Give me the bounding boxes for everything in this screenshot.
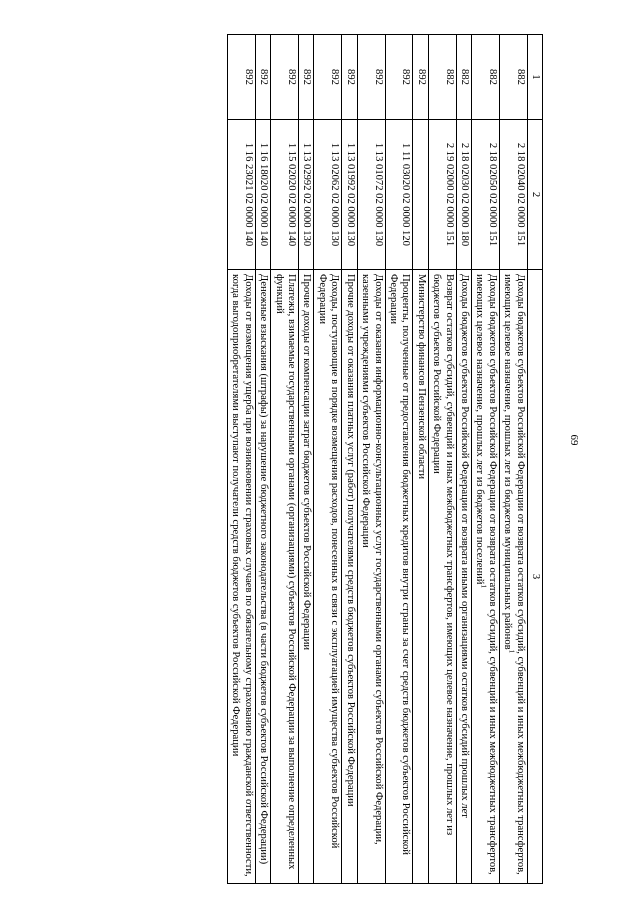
revenue-name-text: Доходы бюджетов субъектов Российской Федерации от возврата остатков субсидий, субвенций и иных межбюджетных трансфертов, имеющих целевое назначение, прошлых лет из бюджетов муниципальных районов	[502, 274, 526, 875]
table-row	[255, 35, 270, 884]
admin-code-cell: 892	[357, 35, 385, 120]
revenue-name-text: Доходы бюджетов субъектов Российской Федерации от возврата остатков субсидий, субвенций и иных межбюджетных трансфертов, имеющих целевое назначение, прошлых лет из бюджетов поселений	[474, 274, 498, 875]
revenue-name-cell	[499, 270, 527, 884]
revenue-code-cell: 2 18 02030 02 0000 180	[456, 120, 471, 270]
revenue-name-text: Платежи, взимаемые государственными органами (организациями) субъектов Российской Федерации за выполнение определенных функций	[273, 274, 298, 870]
revenue-code-cell: 1 15 02020 02 0000 140	[271, 120, 299, 270]
revenue-code-cell: 1 13 01992 02 0000 130	[342, 120, 357, 270]
revenue-name-text: Доходы от возмещения ущерба при возникновении страховых случаев по обязательному страхованию гражданской ответственности, когда выгодоприобретателями выступают получатели средств бюджетов субъектов Российской Федерации	[230, 274, 254, 877]
revenue-name-text: Министерство финансов Пензенской области	[415, 274, 427, 480]
admin-code-cell: 882	[456, 35, 471, 120]
revenue-code-cell: 1 16 18020 02 0000 140	[255, 120, 270, 270]
rotated-table-container	[227, 34, 543, 884]
revenue-code-cell: 2 18 02040 02 0000 151	[499, 120, 527, 270]
revenue-name-text: Проценты, полученные от предоставления бюджетных кредитов внутри страны за счет средств бюджетов субъектов Российской Федерации	[387, 274, 412, 855]
table-row	[228, 35, 256, 884]
table-row	[456, 35, 471, 884]
revenue-name-text: Прочие доходы от оказания платных услуг (работ) получателями средств бюджетов субъектов Российской Федерации	[344, 274, 356, 807]
admin-code-cell: 892	[255, 35, 270, 120]
revenue-name-cell	[255, 270, 270, 884]
table-row	[471, 35, 499, 884]
table-row	[342, 35, 357, 884]
table-row	[428, 35, 456, 884]
table-body	[228, 35, 528, 884]
table-row	[299, 35, 314, 884]
revenue-name-cell	[456, 270, 471, 884]
table-row	[357, 35, 385, 884]
revenue-name-text: Возврат остатков субсидий, субвенций и иных межбюджетных трансфертов, имеющих целевое назначение, прошлых лет из бюджетов субъектов Российской Федерации	[431, 274, 455, 836]
page-number: 69	[568, 434, 580, 446]
revenue-name-cell	[413, 270, 428, 884]
revenue-name-text: Доходы бюджетов субъектов Российской Федерации от возврата иными организациями остатков субсидий прошлых лет	[458, 274, 470, 818]
revenue-name-cell	[299, 270, 314, 884]
revenue-name-cell	[428, 270, 456, 884]
revenue-code-cell: 1 13 01072 02 0000 130	[357, 120, 385, 270]
admin-code-cell: 892	[228, 35, 256, 120]
header-cell-3: 3	[527, 270, 542, 884]
table-row	[314, 35, 342, 884]
admin-code-cell: 892	[314, 35, 342, 120]
revenue-codes-table	[227, 34, 543, 884]
revenue-name-cell	[471, 270, 499, 884]
revenue-name-text: Прочие доходы от компенсации затрат бюджетов субъектов Российской Федерации	[301, 274, 313, 651]
revenue-name-cell	[271, 270, 299, 884]
admin-code-cell: 892	[385, 35, 413, 120]
admin-code-cell: 882	[499, 35, 527, 120]
revenue-name-cell	[385, 270, 413, 884]
admin-code-cell: 892	[342, 35, 357, 120]
revenue-name-cell	[357, 270, 385, 884]
admin-code-cell: 892	[299, 35, 314, 120]
revenue-name-cell	[314, 270, 342, 884]
revenue-name-text: Денежные взыскания (штрафы) за нарушение бюджетного законодательства (в части бюджетов субъектов Российской Федерации)	[258, 274, 270, 865]
table-row	[385, 35, 413, 884]
footnote-marker: 1	[507, 649, 516, 654]
revenue-code-cell: 2 18 02050 02 0000 151	[471, 120, 499, 270]
revenue-code-cell: 1 13 02992 02 0000 130	[299, 120, 314, 270]
revenue-code-cell	[413, 120, 428, 270]
table-header-row	[527, 35, 542, 884]
admin-code-cell: 892	[271, 35, 299, 120]
revenue-code-cell: 1 11 03020 02 0000 120	[385, 120, 413, 270]
revenue-code-cell: 1 13 02062 02 0000 130	[314, 120, 342, 270]
revenue-code-cell: 1 16 23021 02 0000 140	[228, 120, 256, 270]
revenue-name-text: Доходы от оказания информационно-консультационных услуг государственными органами субъектов Российской Федерации, казенными учреждениями субъектов Российской Федерации	[360, 274, 384, 845]
admin-code-cell: 882	[428, 35, 456, 120]
header-cell-2: 2	[527, 120, 542, 270]
revenue-name-cell	[228, 270, 256, 884]
revenue-name-text: Доходы, поступающие в порядке возмещения расходов, понесенных в связи с эксплуатацией имущества субъектов Российской Федерации	[316, 274, 341, 849]
footnote-marker: 1	[479, 584, 488, 588]
header-cell-1: 1	[527, 35, 542, 120]
table-row	[271, 35, 299, 884]
table-row	[413, 35, 428, 884]
admin-code-cell: 892	[413, 35, 428, 120]
revenue-code-cell: 2 19 02000 02 0000 151	[428, 120, 456, 270]
admin-code-cell: 882	[471, 35, 499, 120]
table-row	[499, 35, 527, 884]
revenue-name-cell	[342, 270, 357, 884]
